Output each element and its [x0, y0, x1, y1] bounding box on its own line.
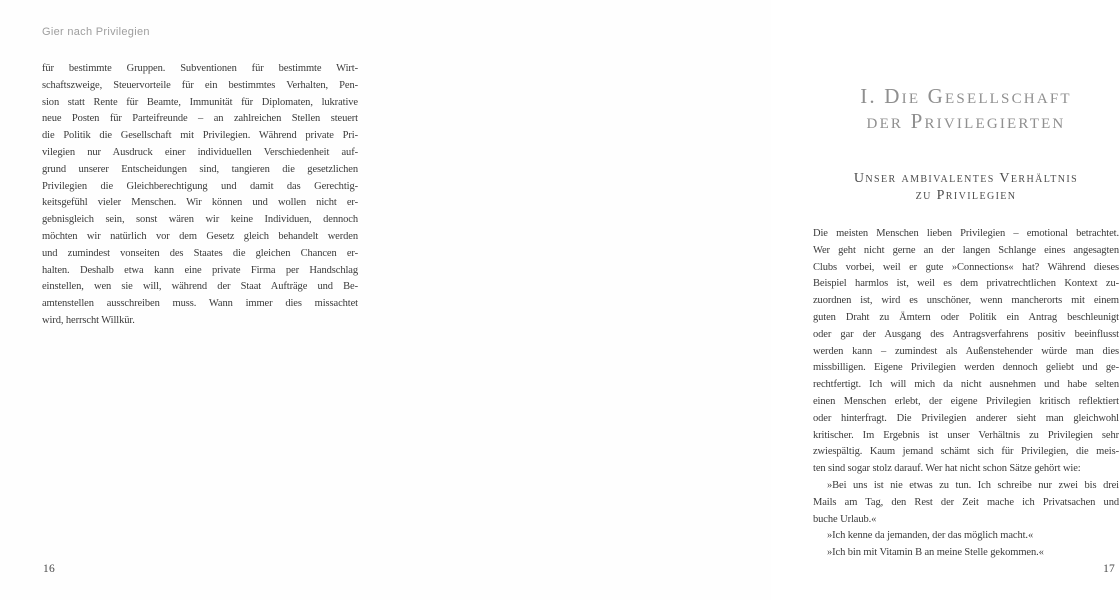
section-heading-line: Unser ambivalentes Verhältnis: [853, 171, 1079, 186]
text-line: Die meisten Menschen lieben Privilegien – emotional betrachtet.: [813, 228, 1119, 239]
text-line: die Politik die Gesellschaft mit Privilegien. Während private Pri-: [42, 130, 358, 142]
quote-line: buche Urlaub.«: [813, 513, 877, 525]
text-line: wird, herrscht Willkür.: [42, 314, 135, 326]
text-line: vilegien nur Ausdruck einer individuellen Verschiedenheit auf-: [42, 146, 358, 158]
section-heading: [813, 170, 1119, 204]
running-header: Gier nach Privilegien: [42, 26, 150, 38]
text-line: oder gar der Ausgang des Antragsverfahrens positiv beeinflusst: [813, 328, 1119, 340]
text-line: keitsgefühl vieler Menschen. Wir können und wollen nicht er-: [42, 197, 358, 209]
left-body-text: [42, 61, 358, 330]
page-number-right: 17: [1103, 563, 1115, 575]
text-line: kritischer. Im Ergebnis ist unser Verhältnis zu Privilegien sehr: [813, 429, 1119, 441]
right-body-text: [813, 226, 1119, 562]
text-line: Beispiel harmlos ist, weil es dem privatrechtlichen Kontext zu-: [813, 278, 1119, 290]
quote-line: »Ich kenne da jemanden, der das möglich macht.«: [827, 530, 1034, 542]
left-page: [0, 0, 385, 600]
text-line: möchten wir natürlich vor dem Gesetz gleich behandelt werden: [42, 230, 358, 242]
text-line: für bestimmte Gruppen. Subventionen für bestimmte Wirt-: [42, 63, 358, 74]
text-line: guten Draht zu Ämtern oder Politik ein Antrag beschleunigt: [813, 311, 1119, 323]
text-line: zwiespältig. Kaum jemand schämt sich für Privilegien, die meis-: [813, 446, 1119, 458]
quote-line: »Bei uns ist nie etwas zu tun. Ich schreibe nur zwei bis drei: [827, 479, 1119, 491]
quote-line: Mails am Tag, den Rest der Zeit mache ich Privatsachen und: [813, 496, 1119, 508]
text-line: sion statt Rente für Beamte, Immunität für Diplomaten, lukrative: [42, 96, 358, 108]
text-line: neue Posten für Parteifreunde – an zahlreichen Stellen steuert: [42, 113, 358, 125]
text-line: amtenstellen ausschreiben muss. Wann immer dies missachtet: [42, 298, 358, 310]
text-line: halten. Deshalb etwa kann eine private Firma per Handschlag: [42, 264, 358, 276]
text-line: einstellen, wen sie will, während der Staat Aufträge und Be-: [42, 281, 358, 293]
section-heading-line: zu Privilegien: [915, 188, 1017, 203]
text-line: und zumindest vonseiten des Staates die gleichen Chancen er-: [42, 247, 358, 259]
chapter-title-line: der Privilegierten: [866, 109, 1066, 133]
text-line: Wer geht nicht gerne an der langen Schlange eines angesagten: [813, 244, 1119, 256]
chapter-title-line: I. Die Gesellschaft: [860, 84, 1072, 108]
text-line: Privilegien die Gleichberechtigung und damit das Gerechtig-: [42, 180, 358, 192]
text-line: einen Menschen erlebt, der eigene Privilegien kritisch reflektiert: [813, 395, 1119, 407]
text-line: oder hinterfragt. Die Privilegien anderer sieht man gleichwohl: [813, 412, 1119, 424]
page-number-left: 16: [43, 563, 55, 575]
text-line: zuordnen ist, wird es unschöner, wenn mancherorts mit einem: [813, 295, 1119, 307]
text-line: gebnisgleich sein, sonst wären wir keine Individuen, dennoch: [42, 214, 358, 226]
chapter-title: [813, 84, 1119, 134]
text-line: schaftszweige, Steuervorteile für ein bestimmtes Verhalten, Pen-: [42, 79, 358, 91]
quote-line: »Ich bin mit Vitamin B an meine Stelle gekommen.«: [827, 547, 1044, 559]
text-line: Clubs vorbei, weil er gute »Connections« hat? Während dieses: [813, 261, 1119, 273]
text-line: grund unserer Entscheidungen sind, tangieren die gesetzlichen: [42, 163, 358, 175]
text-line: ten sind sogar stolz darauf. Wer hat nicht schon Sätze gehört wie:: [813, 463, 1081, 475]
text-line: werden kann – zumindest als Außenstehender würde man dies: [813, 345, 1119, 357]
text-line: missbilligen. Eigene Privilegien werden dennoch geliebt und ge-: [813, 362, 1119, 374]
text-line: rechtfertigt. Ich will mich da nicht ausnehmen und habe selten: [813, 379, 1119, 391]
right-page: [385, 0, 1119, 600]
